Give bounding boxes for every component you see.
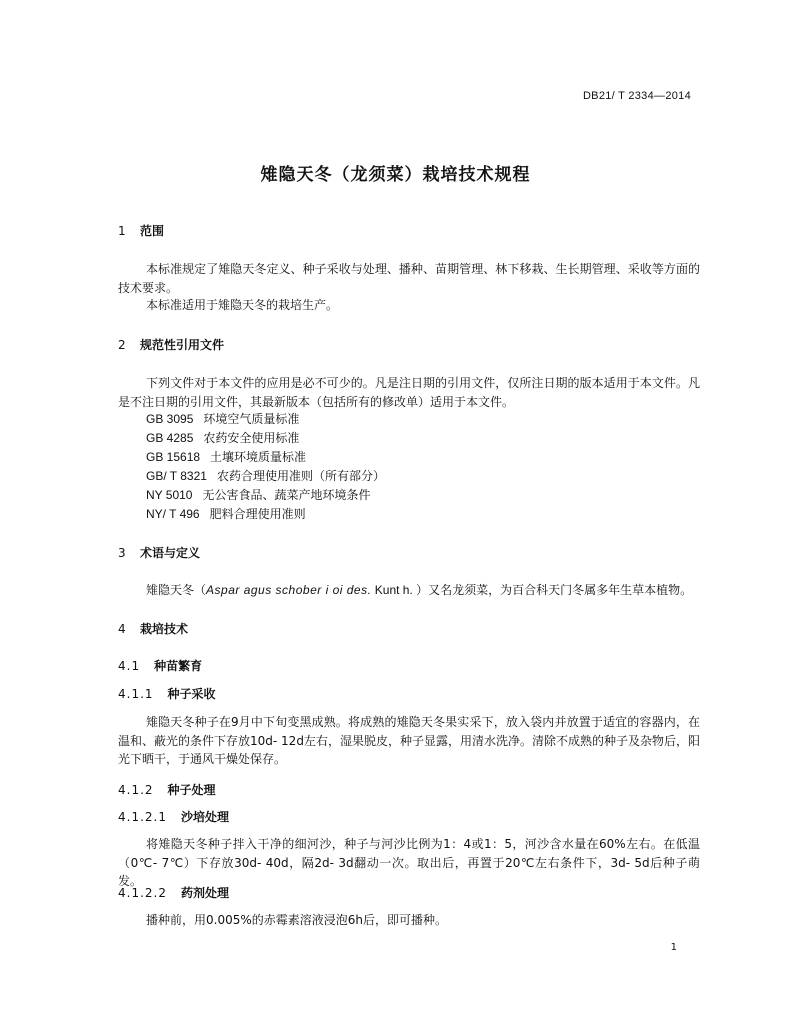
reference-name: 环境空气质量标准 bbox=[203, 412, 300, 426]
chemical-treatment-paragraph: 播种前，用0.005%的赤霉素溶液浸泡6h后，即可播种。 bbox=[146, 913, 447, 927]
references-intro: 下列文件对于本文件的应用是必不可少的。凡是注日期的引用文件，仅所注日期的版本适用于本文件。凡是不注日期的引用文件，其最新版本（包括所有的修改单）适用于本文件。 bbox=[118, 376, 700, 409]
subsection-title: 种子采收 bbox=[167, 687, 216, 701]
subsection-number: 4.1.2.1 bbox=[118, 810, 167, 824]
subsection-4-1-heading bbox=[118, 657, 202, 674]
subsection-4-1-2-heading bbox=[118, 781, 216, 798]
latin-author: Kunt h. ） bbox=[371, 583, 429, 597]
subsection-4-1-1-heading bbox=[118, 685, 216, 702]
subsection-title: 种苗繁育 bbox=[154, 659, 203, 673]
subsection-number: 4.1.1 bbox=[118, 687, 154, 701]
reference-item bbox=[146, 410, 299, 427]
subsection-4-1-2-1-heading bbox=[118, 808, 229, 825]
standard-number: DB21/ T 2334—2014 bbox=[582, 90, 691, 102]
definition-text-post: 又名龙须菜，为百合科天门冬属多年生草本植物。 bbox=[428, 583, 693, 597]
section-title: 术语与定义 bbox=[140, 546, 201, 560]
section-title: 范围 bbox=[140, 224, 165, 238]
reference-item bbox=[146, 486, 371, 503]
reference-code: NY 5010 bbox=[146, 488, 193, 502]
reference-name: 无公害食品、蔬菜产地环境条件 bbox=[202, 488, 371, 502]
reference-name: 土壤环境质量标准 bbox=[210, 450, 307, 464]
reference-code: NY/ T 496 bbox=[146, 507, 200, 521]
section-number: 3 bbox=[118, 546, 126, 560]
reference-name: 农药安全使用标准 bbox=[203, 431, 300, 445]
reference-code: GB 3095 bbox=[146, 412, 194, 426]
reference-item bbox=[146, 505, 306, 522]
scope-paragraph-1: 本标准规定了雉隐天冬定义、种子采收与处理、播种、苗期管理、林下移栽、生长期管理、采收等方面的技术要求。 bbox=[118, 262, 700, 295]
subsection-number: 4.1.2 bbox=[118, 783, 154, 797]
sand-treatment-paragraph: 将雉隐天冬种子拌入干净的细河沙，种子与河沙比例为1：4或1：5，河沙含水量在60%左右。在低温（0℃- 7℃）下存放30d- 40d，隔2d- 3d翻动一次。取出后，再置于20℃左右条件下，3d- 5d后种子萌发。 bbox=[118, 837, 700, 888]
reference-item bbox=[146, 429, 299, 446]
definition-paragraph bbox=[118, 581, 700, 600]
document-title: 雉隐天冬（龙须菜）栽培技术规程 bbox=[260, 165, 531, 185]
scope-paragraph-2: 本标准适用于雉隐天冬的栽培生产。 bbox=[146, 298, 339, 312]
subsection-title: 沙培处理 bbox=[180, 810, 229, 824]
section-title: 栽培技术 bbox=[140, 622, 189, 636]
section-number: 4 bbox=[118, 622, 126, 636]
subsection-number: 4.1.2.2 bbox=[118, 886, 167, 900]
seed-harvest-paragraph: 雉隐天冬种子在9月中下旬变黑成熟。将成熟的雉隐天冬果实采下，放入袋内并放置于适宜的容器内，在温和、蔽光的条件下存放10d- 12d左右，湿果脱皮，种子显露，用清水洗净。清除不成熟的种子及杂物后，阳光下晒干，于通风干燥处保存。 bbox=[118, 715, 700, 766]
section-number: 1 bbox=[118, 224, 126, 238]
reference-code: GB 15618 bbox=[146, 450, 201, 464]
subsection-title: 种子处理 bbox=[167, 783, 216, 797]
section-number: 2 bbox=[118, 338, 126, 352]
section-1-heading bbox=[118, 222, 164, 239]
page-number: 1 bbox=[670, 942, 677, 953]
subsection-title: 药剂处理 bbox=[180, 886, 229, 900]
section-4-heading bbox=[118, 620, 188, 637]
reference-item bbox=[146, 448, 306, 465]
reference-name: 农药合理使用准则（所有部分） bbox=[216, 469, 385, 483]
subsection-number: 4.1 bbox=[118, 659, 141, 673]
reference-code: GB 4285 bbox=[146, 431, 194, 445]
latin-name: Aspar agus schober i oi des. bbox=[206, 583, 372, 597]
reference-item bbox=[146, 467, 385, 484]
section-3-heading bbox=[118, 544, 200, 561]
definition-text-pre: 雉隐天冬（ bbox=[146, 583, 207, 597]
reference-code: GB/ T 8321 bbox=[146, 469, 207, 483]
subsection-4-1-2-2-heading bbox=[118, 884, 229, 901]
section-title: 规范性引用文件 bbox=[140, 338, 225, 352]
reference-name: 肥料合理使用准则 bbox=[209, 507, 306, 521]
section-2-heading bbox=[118, 336, 224, 353]
